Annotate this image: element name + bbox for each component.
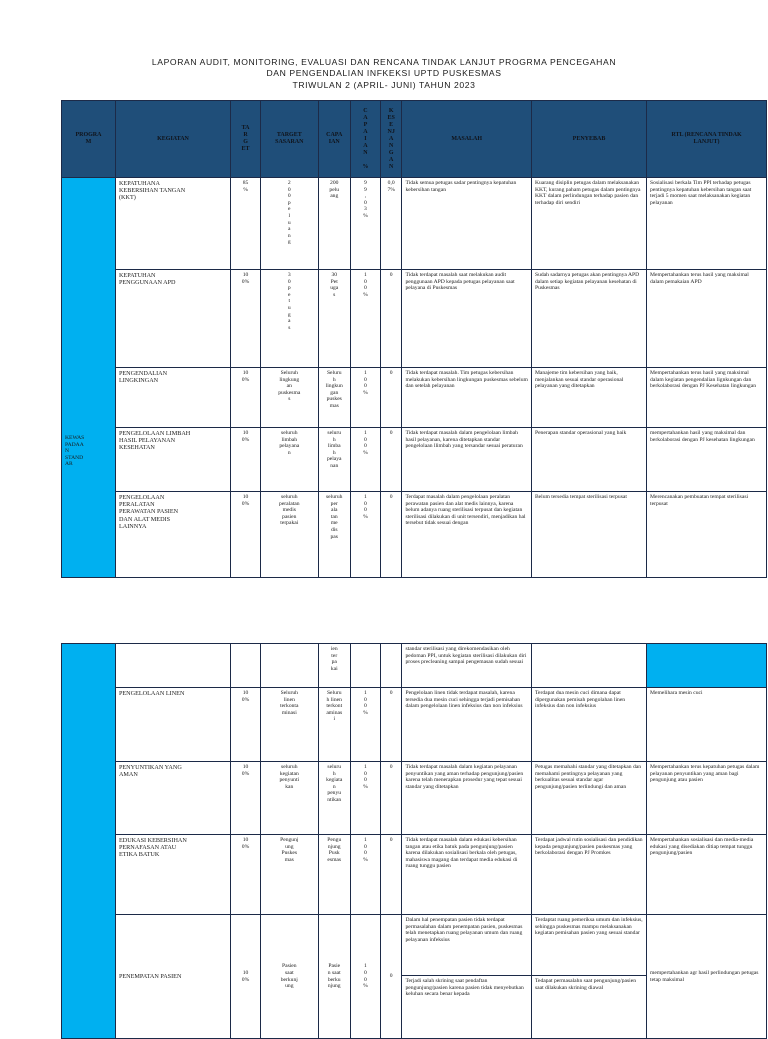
masalah-cell: Tidak terdapat masalah. Tim petugas kebersihan melakukan kebersihan lingkungan puskesmas sebelum dan setelah pelayanan xyxy=(402,368,531,428)
target-cell: 10 0% xyxy=(231,428,261,492)
program-cell: KEWAS PADAA N STAND AR xyxy=(62,178,116,578)
kegiatan-cell: PENYUNTIKAN YANG AMAN xyxy=(115,762,230,835)
continued-row xyxy=(62,644,767,688)
penyebab-cell xyxy=(531,915,646,1039)
capaian-pct-cell: 1 0 0 % xyxy=(350,835,380,915)
kesenjangan-cell: 0 xyxy=(380,762,402,835)
table-row xyxy=(62,270,767,368)
target-cell: 10 0% xyxy=(231,492,261,578)
capaian-pct-cell: 1 0 0 % xyxy=(350,368,380,428)
kesenjangan-cell: 0 xyxy=(380,368,402,428)
rtl-cell: Mempertahankan terus hasil yang maksimal dalam pemakaian APD xyxy=(647,270,767,368)
table-row xyxy=(62,368,767,428)
capaian-pct-cell: 1 0 0 % xyxy=(350,688,380,762)
capaian-pct-cell: 1 0 0 % xyxy=(350,492,380,578)
sasaran-cell: Pasien saat berkunj ung xyxy=(261,915,319,1039)
rtl-cell: mempertahankan hasil yang maksimal dan berkolaborasi dengan PJ kesehatan lingkungan xyxy=(647,428,767,492)
header-capaian: CAPA IAN xyxy=(318,101,350,178)
sasaran-cell: Seluruh linen terkonta minasi xyxy=(261,688,319,762)
target-cell: 10 0% xyxy=(231,368,261,428)
target-cell: 10 0% xyxy=(231,835,261,915)
penyebab-part: Terdaptat ruang pemeriksa umum dan infeksius, sehingga puskesmas mampu melaksanakan kegiatan pemisahan pasien yang sesuai standar xyxy=(532,915,646,976)
sasaran-cell: Pengunj ung Puskes mas xyxy=(261,835,319,915)
masalah-cell: standar sterilisasi yang direkomendasikan oleh pedoman PPI, untuk kegiatan sterilisasi dilakukan diri proses precleaning sampai pengemasan sudah sesuai xyxy=(402,644,531,688)
kesenjangan-cell xyxy=(380,644,402,688)
header-program: PROGRA M xyxy=(62,101,116,178)
target-cell: 10 0% xyxy=(231,270,261,368)
kesenjangan-cell: 0 xyxy=(380,492,402,578)
penyebab-cell: Petugas memahahi standar yang ditetapkan dan memahami pentingnya pelayanan yang berkualitas sesuai standar agar pengunjung/pasien terlindungi dan aman xyxy=(531,762,646,835)
sasaran-cell: seluruh kegiatan penyunti kan xyxy=(261,762,319,835)
capaian-cell: seluru h kegiata n penyu ntikan xyxy=(318,762,350,835)
rtl-cell: Sosialisasi berkala Tim PPI terhadap petugas pentingnya kepatuhan kebersihan tangan saat terjadi 5 momen saat melaksanakan kegiatan pelayanan xyxy=(647,178,767,270)
capaian-cell: 30 Pet uga s xyxy=(318,270,350,368)
penyebab-cell: Kuarang disiplin petugas dalam melaksanakan KKT, kurang paham petugas dalam pentingnya KKT dalam perlindungan terhadap pasien dan terhadap diri sendiri xyxy=(531,178,646,270)
rtl-cell: Mempertahankan sosialisasi dan media-media edukasi yang disediakan ditiap tempat tunggu pengunjung/pasien xyxy=(647,835,767,915)
kegiatan-cell: EDUKASI KEBERSIHAN PERNAFASAN ATAU ETIKA BATUK xyxy=(115,835,230,915)
target-cell: 10 0% xyxy=(231,915,261,1039)
masalah-cell: Tidak semua petugas sadar pentingnya kepatuhan kebersihan tangan xyxy=(402,178,531,270)
masalah-cell: Tidak terdapat masalah saat melakukan audit penggunaan APD kepada petugas pelayanan saat pelayana di Puskesmas xyxy=(402,270,531,368)
kesenjangan-cell: 0,0 7% xyxy=(380,178,402,270)
masalah-cell: Tidak terdapat masalah dalam edukasi kebersihan tangan atau etika batuk pada pengunjung/pasien karena dilakukan sosialisasi berkala oleh petugas, mahasiswa magang dan terdapat media edukasi di ruang tunggu pasien xyxy=(402,835,531,915)
program-cell-continued xyxy=(62,644,116,1039)
masalah-cell xyxy=(402,915,531,1039)
kegiatan-cell: PENGELOLAAN LINEN xyxy=(115,688,230,762)
sasaran-cell: seluruh peralatan medis pasien terpakai xyxy=(261,492,319,578)
masalah-cell: Tidak terdapat masalah dalam kegiatan pelayanan penyuntikan yang aman terhadap pengunjung/pasien karena telah menerapkan prosedur yang tepat sesuai standar yang ditetapkan xyxy=(402,762,531,835)
capaian-cell: seluru h limba h pelaya nan xyxy=(318,428,350,492)
sasaran-cell: Seluruh lingkung an puskesma s xyxy=(261,368,319,428)
header-masalah: MASALAH xyxy=(402,101,531,178)
table-row xyxy=(62,428,767,492)
masalah-cell: Terdapat masalah dalam pengelolaan peralatan perawatan pasien dan alat medis lainnya, karena belum adanya ruang sterilisasi terpusat dan kegiatan sterilisasi dilakukan di unit tersendiri, menjadikan hal tersebut tidak sesuai dengan xyxy=(402,492,531,578)
target-cell xyxy=(231,644,261,688)
capaian-cell: Seluru h lingkun gan puskes mas xyxy=(318,368,350,428)
sasaran-cell: 3 0 p e t u g a s xyxy=(261,270,319,368)
capaian-pct-cell: 1 0 0 % xyxy=(350,762,380,835)
kesenjangan-cell: 0 xyxy=(380,428,402,492)
header-rtl: RTL (RENCANA TINDAK LANJUT) xyxy=(647,101,767,178)
target-cell: 85 % xyxy=(231,178,261,270)
kegiatan-cell: PENGELOLAAN LIMBAH HASIL PELAYANAN KESEHATAN xyxy=(115,428,230,492)
capaian-cell: ien ter pa kai xyxy=(318,644,350,688)
capaian-cell: seluruh per ala tan me dis pas xyxy=(318,492,350,578)
header-capaian-pct: C A P A I A N % xyxy=(350,101,380,178)
kegiatan-cell: PENGELOLAAN PERALATAN PERAWATAN PASIEN DAN ALAT MEDIS LAINNYA xyxy=(115,492,230,578)
target-cell: 10 0% xyxy=(231,762,261,835)
header-sasaran: TARGET SASARAN xyxy=(261,101,319,178)
penyebab-cell: Terdapat dua mesin cuci dimana dapat dipergunakan pemisah pengolahan linen infeksius dan non infeksius xyxy=(531,688,646,762)
rtl-cell: Memelihara mesin cuci xyxy=(647,688,767,762)
table-row xyxy=(62,762,767,835)
capaian-cell: Pengu njung Pusk esmas xyxy=(318,835,350,915)
kesenjangan-cell: 0 xyxy=(380,915,402,1039)
kesenjangan-cell: 0 xyxy=(380,688,402,762)
capaian-cell: Seluru h linen terkont aminas i xyxy=(318,688,350,762)
rtl-cell: Mempertahankan terus hasil yang maksimal dalam kegiatan pengendalian lignkungan dan berkolaborasi dengan PJ Kesehatan lingkungan xyxy=(647,368,767,428)
header-target: TA R G ET xyxy=(231,101,261,178)
masalah-cell: Pengelolaan linen tidak terdapat masalah, karena tersedia dua mesin cuci sehingga terjadi pemisahan dalam pengelolaan linen infeksius dan non infeksius xyxy=(402,688,531,762)
sasaran-cell: seluruh limbah pelayana n xyxy=(261,428,319,492)
capaian-pct-cell xyxy=(350,644,380,688)
header-kesenjangan: K ES E NJ A N G A N xyxy=(380,101,402,178)
penyebab-cell: Terdapat jadwal rutin sosialisasi dan pendidikan kepada pengunjung/pasien puskesmas yang berkolaborasi dengan PJ Promkes xyxy=(531,835,646,915)
table-row xyxy=(62,835,767,915)
table-row xyxy=(62,178,767,270)
report-title-line-1: LAPORAN AUDIT, MONITORING, EVALUASI DAN RENCANA TINDAK LANJUT PROGRMA PENCEGAHAN xyxy=(151,57,617,67)
sasaran-cell xyxy=(261,644,319,688)
rtl-cell: Merencanakan pembuatan tempat sterilisasi terpusat xyxy=(647,492,767,578)
rtl-cell: Mempertahankan terus kepatuhan petugas dalam pelayanan penyuntikan yang aman bagi pengunjung atau pasien xyxy=(647,762,767,835)
table-row xyxy=(62,915,767,1039)
capaian-cell: 200 pelu ang xyxy=(318,178,350,270)
penyebab-part: Tedapat permasalahn saat pengunjung/pasien saat dilakukan skrining diawal xyxy=(534,978,636,991)
penyebab-cell: Belum tersedia tempat sterilisasi terpusat xyxy=(531,492,646,578)
penyebab-cell: Manajeme tim kebersihan yang baik, menjalankan sesuai standar operasional pelayanan yang ditetapkan xyxy=(531,368,646,428)
capaian-pct-cell: 1 0 0 % xyxy=(350,428,380,492)
masalah-part: Dalam hal penempatan pasien tidak terdapat permasalahan dalam penempatan pasien, puskesmas telah menetapkan ruang pelayanan umum dan ruang pelayanan infeksius xyxy=(402,915,530,976)
kegiatan-cell: KEPATUHANA KEBERSIHAN TANGAN (KKT) xyxy=(115,178,230,270)
kegiatan-cell: PENEMPATAN PASIEN xyxy=(115,915,230,1039)
masalah-cell: Tidak terdapat masalah dalam pengelolaan limbah hasil pelayanan, karena ditetapkan standar pengelolaan llimbah yang tersandar sesuai peraturan xyxy=(402,428,531,492)
header-kegiatan: KEGIATAN xyxy=(115,101,230,178)
kegiatan-cell xyxy=(115,644,230,688)
capaian-pct-cell: 1 0 0 % xyxy=(350,915,380,1039)
rtl-cell: mempertahankan agr hasil perlindungan petugas tetap maksimal xyxy=(647,915,767,1039)
table-row xyxy=(62,688,767,762)
header-row xyxy=(62,101,767,178)
report-title-line-3: TRIWULAN 2 (APRIL- JUNI) TAHUN 2023 xyxy=(292,80,476,90)
capaian-pct-cell: 9 9 , 0 3 % xyxy=(350,178,380,270)
masalah-part: Terjadi salah skrining saat pendaftan pengunjung/pasien karena pasien tidak menyebutkan keluhan secara benar kepada xyxy=(405,978,524,998)
kesenjangan-cell: 0 xyxy=(380,270,402,368)
rtl-cell xyxy=(647,644,767,688)
audit-table-page-1 xyxy=(61,100,767,578)
table-row xyxy=(62,492,767,578)
penyebab-cell xyxy=(531,644,646,688)
target-cell: 10 0% xyxy=(231,688,261,762)
header-penyebab: PENYEBAB xyxy=(531,101,646,178)
audit-table-page-2 xyxy=(61,643,767,1039)
kegiatan-cell: KEPATUHAN PENGGUNAAN APD xyxy=(115,270,230,368)
penyebab-cell: Penerapan standar operasional yang baik xyxy=(531,428,646,492)
kesenjangan-cell: 0 xyxy=(380,835,402,915)
sasaran-cell: 2 0 0 p e l u a n g xyxy=(261,178,319,270)
penyebab-cell: Sudah sadarnya petugas akan pentingnya APD dalam setiap kegiatan pelayanan kesehatan di Puskesmas xyxy=(531,270,646,368)
report-title-line-2: DAN PENGENDALIAN INFKEKSI UPTD PUSKESMAS xyxy=(266,68,502,78)
capaian-cell: Pasie n saat berku njung xyxy=(318,915,350,1039)
capaian-pct-cell: 1 0 0 % xyxy=(350,270,380,368)
kegiatan-cell: PENGENDALIAN LINGKINGAN xyxy=(115,368,230,428)
